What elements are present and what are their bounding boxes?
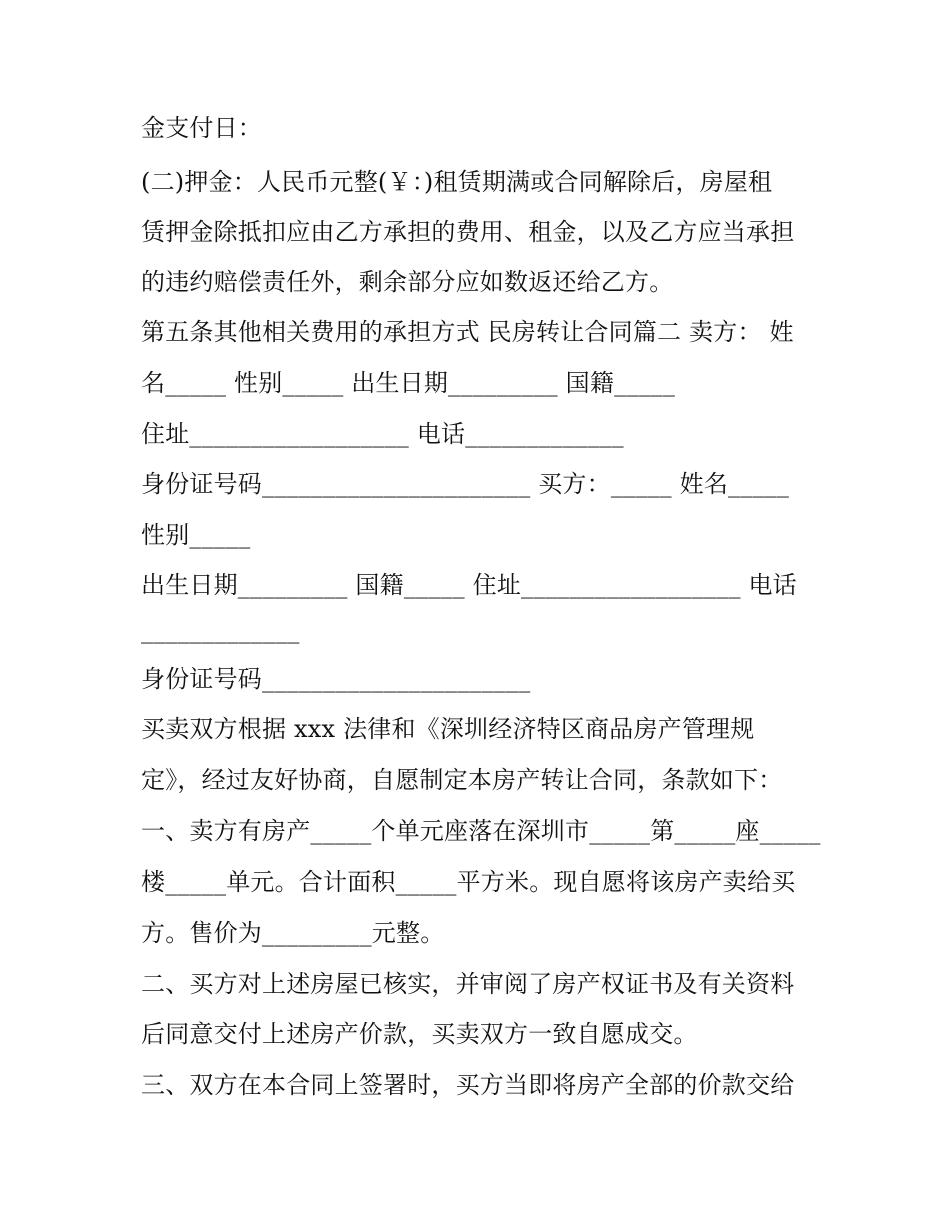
text-line: 第五条其他相关费用的承担方式 民房转让合同篇二 卖方： 姓 bbox=[141, 318, 794, 346]
text-line: 后同意交付上述房产价款，买卖双方一致自愿成交。 bbox=[141, 1020, 698, 1048]
text-line: 一、卖方有房产_____个单元座落在深圳市_____第_____座_____ bbox=[141, 817, 821, 845]
text-line: 性别_____ bbox=[141, 521, 251, 549]
text-line: 买卖双方根据 xxx 法律和《深圳经济特区商品房产管理规 bbox=[141, 715, 755, 743]
text-line: 出生日期_________ 国籍_____ 住址__________________ 电话 bbox=[141, 571, 797, 599]
text-line: (二)押金：人民币元整(￥：)租赁期满或合同解除后，房屋租 bbox=[141, 168, 773, 196]
text-line: 的违约赔偿责任外，剩余部分应如数返还给乙方。 bbox=[141, 268, 674, 296]
text-line: 三、双方在本合同上签署时，买方当即将房产全部的价款交给 bbox=[141, 1071, 795, 1099]
text-line: 赁押金除抵扣应由乙方承担的费用、租金，以及乙方应当承担 bbox=[141, 218, 795, 246]
text-line: 身份证号码______________________ bbox=[141, 665, 531, 693]
text-line: _____________ bbox=[141, 616, 300, 644]
text-line: 方。售价为_________元整。 bbox=[141, 919, 445, 947]
text-line: 定》，经过友好协商，自愿制定本房产转让合同，条款如下： bbox=[141, 766, 783, 794]
text-line: 名_____ 性别_____ 出生日期_________ 国籍_____ bbox=[141, 369, 676, 397]
text-line: 金支付日： bbox=[141, 114, 262, 142]
text-line: 身份证号码______________________ 买方：_____ 姓名_____ bbox=[141, 470, 790, 498]
text-line: 住址__________________ 电话_____________ bbox=[141, 420, 624, 448]
text-line: 二、买方对上述房屋已核实，并审阅了房产权证书及有关资料 bbox=[141, 970, 795, 998]
text-line: 楼_____单元。合计面积_____平方米。现自愿将该房产卖给买 bbox=[141, 868, 796, 896]
